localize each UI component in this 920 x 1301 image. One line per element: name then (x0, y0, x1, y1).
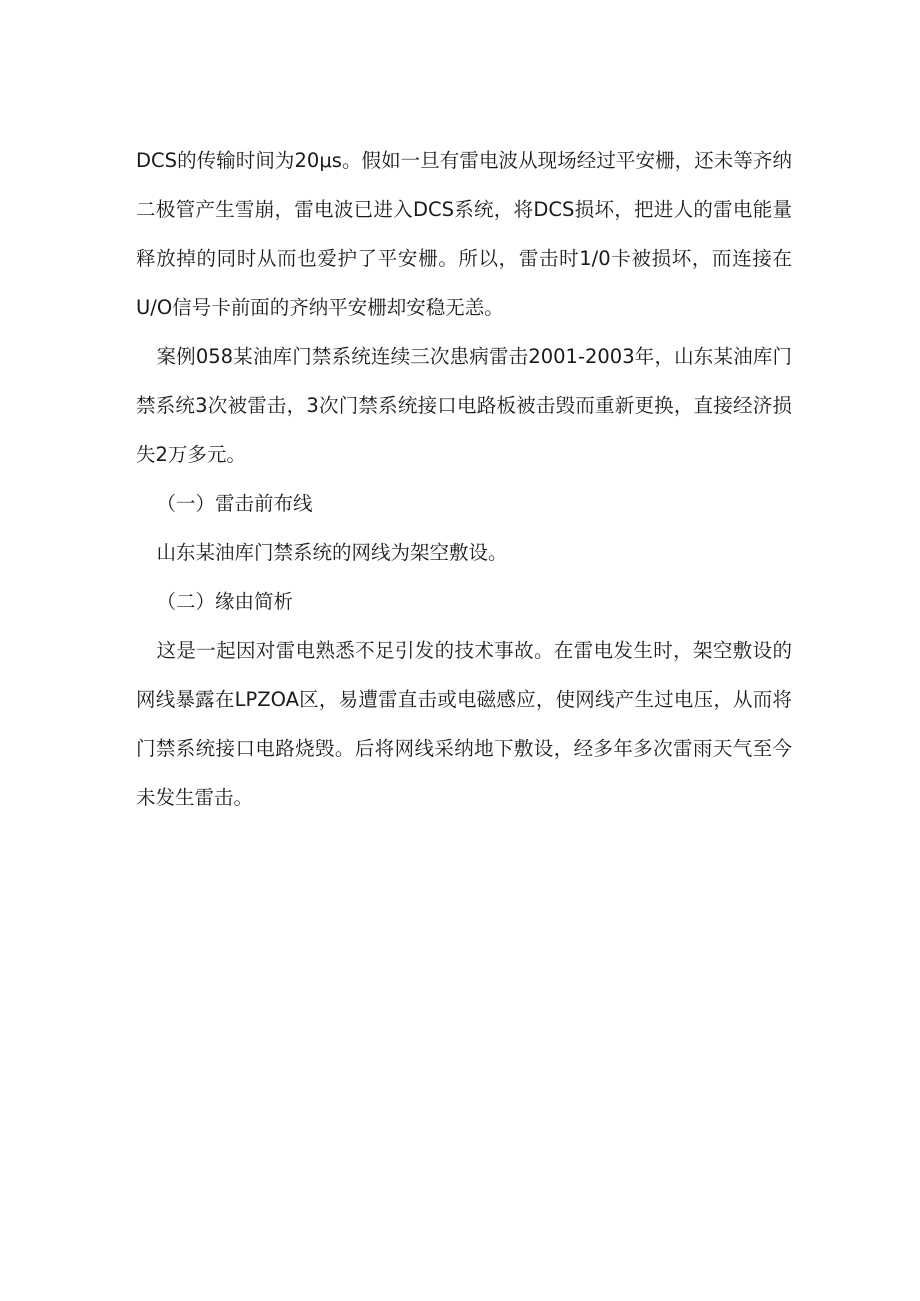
section-heading-wiring-before-strike: （一）雷击前布线 (156, 492, 313, 515)
paragraph-dcs-transmission: DCS的传输时间为20μs。假如一旦有雷电波从现场经过平安栅，还未等齐纳二极管产生雪崩，雷电波已进入DCS系统，将DCS损坏，把进人的雷电能量释放掉的同时从而也爱护了平安栅。所以，雷击时1/0卡被损坏，而连接在U/O信号卡前面的齐纳平安栅却安稳无恙。 (136, 149, 792, 319)
paragraph-aerial-network-cable: 山东某油库门禁系统的网线为架空敷设。 (156, 541, 508, 564)
paragraph-accident-analysis: 这是一起因对雷电熟悉不足引发的技术事故。在雷电发生时，架空敷设的网线暴露在LPZOA区，易遭雷直击或电磁感应，使网线产生过电压，从而将门禁系统接口电路烧毁。后将网线采纳地下敷设，经多年多次雷雨天气至今未发生雷击。 (136, 639, 792, 809)
paragraph-case-058: 案例058某油库门禁系统连续三次患病雷击2001-2003年，山东某油库门禁系统3次被雷击，3次门禁系统接口电路板被击毁而重新更换，直接经济损失2万多元。 (136, 345, 792, 466)
document-body (136, 136, 792, 822)
section-heading-cause-analysis: （二）缘由简析 (156, 590, 293, 613)
